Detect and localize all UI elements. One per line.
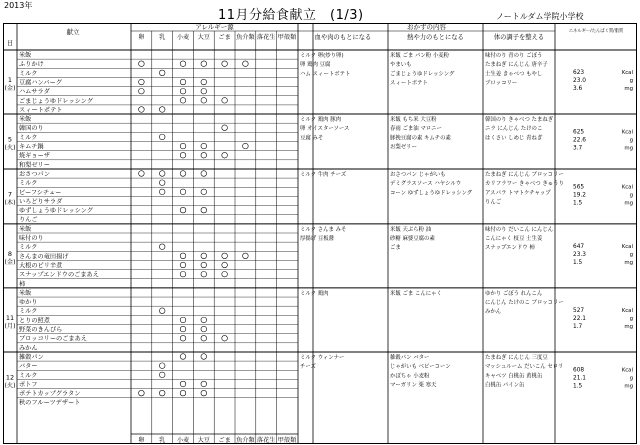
- nutrition-value: 3.6: [573, 86, 583, 93]
- yellow-ingredient: 砂糖 麻婆豆腐の素: [390, 236, 435, 242]
- green-ingredient: りんご: [485, 199, 502, 206]
- green-ingredient: はくさい しめじ 青ねぎ: [485, 135, 543, 142]
- green-ingredient: たまねぎ にんじん 唐辛子: [485, 62, 548, 69]
- nutrition-value: 623: [573, 70, 585, 77]
- day-date: 12: [5, 373, 15, 382]
- green-ingredient: ブロッコリー: [485, 80, 518, 87]
- yellow-ingredient: おさつパン じゃがいも: [390, 171, 446, 178]
- menu-item: おさつパン: [19, 170, 50, 178]
- allergen-mark: [139, 61, 145, 67]
- footer-allergen: 落花生: [256, 437, 276, 444]
- nutrition-value: 1.5: [573, 383, 583, 390]
- menu-item: バター: [19, 363, 38, 371]
- allergen-mark: [139, 390, 145, 396]
- allergen-mark: [159, 308, 165, 314]
- nutrition-unit: mg: [624, 383, 633, 390]
- allergen-mark: [180, 88, 186, 94]
- menu-item: ミルク: [19, 244, 38, 252]
- allergen-mark: [201, 390, 207, 396]
- allergen-mark: [222, 98, 228, 104]
- allergen-mark: [139, 79, 145, 85]
- green-ingredient: たまねぎ にんじん ブロッコリー: [485, 171, 564, 178]
- header-allergen: ごま: [218, 34, 231, 41]
- yellow-ingredient: 米飯 もち米 大豆粉: [390, 117, 437, 124]
- menu-item: キムチ鍋: [19, 143, 44, 151]
- allergen-mark: [201, 262, 207, 268]
- footer-allergen: ごま: [218, 437, 231, 444]
- header-allergen: 甲殻類: [277, 34, 297, 41]
- red-ingredient: 卵 鶏肉 豆腐: [300, 62, 331, 69]
- allergen-mark: [201, 61, 207, 67]
- menu-item: 豆腐ハンバーグ: [19, 79, 62, 87]
- menu-item: スナップエンドウのごまあえ: [19, 271, 99, 279]
- allergen-mark: [201, 207, 207, 213]
- menu-item: 米飯: [19, 225, 32, 233]
- allergen-mark: [139, 171, 145, 177]
- green-ingredient: 味付のり 青のり ごぼう: [485, 53, 543, 59]
- yellow-ingredient: デミグラスソース ハヤシルウ: [390, 181, 462, 188]
- header-allergen: 大豆: [197, 34, 210, 41]
- allergen-mark: [222, 253, 228, 259]
- green-ingredient: マッシュルーム だいこん セロリ: [485, 364, 564, 371]
- menu-item: ふりかけ: [19, 61, 44, 69]
- footer-allergen: 卵: [138, 437, 145, 444]
- yellow-ingredient: 豚挽豆腐の素 キムチの素: [390, 135, 451, 142]
- yellow-ingredient: 米飯 天ぷら粉 油: [390, 226, 432, 233]
- menu-item: 米飯: [19, 52, 32, 59]
- nutrition-value: 647: [573, 243, 585, 250]
- allergen-mark: [180, 61, 186, 67]
- nutrition-unit: g: [629, 78, 633, 85]
- allergen-mark: [159, 171, 165, 177]
- year-label: 2013年: [4, 1, 33, 10]
- header-yellow: 熱や力のもとになる: [407, 34, 464, 41]
- day-date: 8: [7, 249, 13, 258]
- nutrition-value: 1.5: [573, 200, 583, 207]
- menu-item: とりの照煮: [19, 317, 50, 325]
- allergen-mark: [180, 354, 186, 360]
- menu-item: 焼ギョーザ: [19, 152, 50, 160]
- allergen-mark: [159, 189, 165, 195]
- allergen-mark: [159, 363, 165, 369]
- menu-item: 大根のピリ辛煮: [19, 262, 63, 270]
- green-ingredient: にんじん たけのこ ブロッコリー: [485, 300, 564, 307]
- nutrition-unit: Kcal: [621, 70, 633, 77]
- menu-item: ごまじょうゆドレッシング: [19, 97, 93, 105]
- menu-item: みかん: [19, 344, 38, 352]
- allergen-mark: [180, 381, 186, 387]
- allergen-mark: [222, 271, 228, 277]
- nutrition-value: 3.7: [573, 145, 583, 152]
- nutrition-value: 19.2: [573, 192, 586, 199]
- red-ingredient: ミルク 鶏肉 豚肉: [300, 117, 342, 124]
- yellow-ingredient: じゃがいも べビーコーン: [390, 364, 451, 371]
- allergen-mark: [201, 79, 207, 85]
- footer-allergen: 大豆: [197, 437, 210, 444]
- footer-allergen: 魚介類: [236, 437, 255, 444]
- day-date: 7: [7, 190, 13, 199]
- allergen-mark: [243, 143, 249, 149]
- allergen-mark: [201, 143, 207, 149]
- nutrition-value: 22.6: [573, 137, 586, 144]
- green-ingredient: スナップエンドウ 柿: [485, 245, 535, 252]
- menu-item: 和梨ゼリー: [19, 161, 50, 169]
- header-allergen: 乳: [159, 34, 166, 41]
- header-allergy-group: アレルギー源: [195, 23, 234, 31]
- allergen-mark: [243, 61, 249, 67]
- nutrition-unit: g: [629, 315, 633, 322]
- allergen-mark: [180, 271, 186, 277]
- yellow-ingredient: マーガリン 栗 寒天: [390, 382, 437, 389]
- menu-item: りんご: [19, 216, 38, 224]
- yellow-ingredient: ごま: [390, 245, 401, 252]
- nutrition-unit: mg: [624, 200, 633, 207]
- yellow-ingredient: お梨ゼリー: [390, 144, 417, 151]
- menu-item: 米飯: [19, 116, 32, 124]
- yellow-ingredient: かぼちゃ 小麦粉: [390, 373, 430, 380]
- page-title: 11月分給食献立 (1/3): [218, 8, 364, 23]
- allergen-mark: [201, 326, 207, 332]
- green-ingredient: みかん: [485, 309, 502, 316]
- day-weekday: (月): [4, 322, 16, 330]
- allergen-mark: [201, 381, 207, 387]
- header-allergen: 卵: [138, 34, 145, 41]
- nutrition-value: 565: [573, 184, 585, 191]
- allergen-mark: [159, 134, 165, 140]
- green-ingredient: ゆかり ごぼう れんこん: [485, 290, 543, 297]
- menu-item: ハムサラダ: [19, 88, 50, 96]
- allergen-mark: [201, 152, 207, 158]
- menu-item: ミルク: [19, 308, 38, 316]
- nutrition-value: 608: [573, 367, 585, 374]
- allergen-mark: [139, 107, 145, 113]
- red-ingredient: ミルク 鶏肉: [300, 290, 329, 297]
- allergen-mark: [180, 171, 186, 177]
- allergen-mark: [222, 125, 228, 131]
- green-ingredient: 味付のり だいこん にんじん: [485, 226, 554, 233]
- menu-item: 味付のり: [19, 235, 44, 242]
- allergen-mark: [180, 262, 186, 268]
- menu-item: 韓国のり: [19, 125, 44, 133]
- nutrition-unit: Kcal: [621, 129, 633, 136]
- day-weekday: (火): [4, 382, 16, 390]
- allergen-mark: [180, 152, 186, 158]
- green-ingredient: 韓国のり きゃべつ たまねぎ: [485, 117, 554, 124]
- menu-item: 野菜のきんぴら: [19, 326, 63, 334]
- header-allergen: 小麦: [176, 34, 190, 41]
- allergen-mark: [222, 335, 228, 341]
- nutrition-unit: mg: [624, 145, 633, 152]
- allergen-mark: [201, 317, 207, 323]
- menu-item: ミルク: [19, 70, 38, 78]
- green-ingredient: カリフラワー きゃべつ きゅうり: [485, 181, 564, 188]
- yellow-ingredient: ごまじょうゆドレッシング: [390, 71, 455, 78]
- allergen-mark: [159, 107, 165, 113]
- menu-item: ビーフシチュー: [19, 189, 62, 197]
- day-weekday: (木): [4, 199, 16, 207]
- menu-table: [3, 23, 637, 444]
- nutrition-unit: g: [629, 251, 633, 258]
- footer-allergen: 小麦: [176, 437, 190, 444]
- red-ingredient: ミルク 牛肉 チーズ: [300, 171, 347, 178]
- yellow-ingredient: コーン ゆずしょうゆドレッシング: [390, 190, 473, 197]
- menu-item: 柿: [19, 280, 26, 288]
- menu-item: ミルク: [19, 372, 38, 380]
- allergen-mark: [222, 262, 228, 268]
- footer-allergen: 甲殻類: [277, 437, 297, 444]
- yellow-ingredient: 雑穀パン バター: [390, 354, 430, 361]
- red-ingredient: ミルク 卵(炒り卵): [300, 53, 344, 59]
- yellow-ingredient: 米飯 ごま こんにゃく: [390, 290, 442, 297]
- header-allergen: 落花生: [256, 34, 276, 41]
- menu-item: ゆずしょうゆドレッシング: [19, 207, 93, 215]
- nutrition-unit: g: [629, 137, 633, 144]
- menu-item: ゆかり: [19, 299, 38, 307]
- allergen-mark: [201, 98, 207, 104]
- nutrition-unit: g: [629, 192, 633, 199]
- nutrition-value: 625: [573, 129, 585, 136]
- allergen-mark: [180, 98, 186, 104]
- menu-item: ポトフ: [19, 381, 38, 389]
- allergen-mark: [180, 317, 186, 323]
- menu-item: いろどりサラダ: [19, 198, 63, 206]
- allergen-mark: [201, 253, 207, 259]
- nutrition-unit: g: [629, 375, 633, 382]
- allergen-mark: [222, 61, 228, 67]
- green-ingredient: 土生姜 きゃべつ もやし: [485, 71, 543, 78]
- allergen-mark: [180, 207, 186, 213]
- nutrition-unit: Kcal: [621, 307, 633, 314]
- header-day: 日: [6, 39, 14, 47]
- nutrition-unit: mg: [624, 323, 633, 330]
- nutrition-unit: mg: [624, 259, 633, 266]
- nutrition-value: 1.5: [573, 259, 583, 266]
- yellow-ingredient: やまいも: [390, 62, 412, 69]
- menu-item: さんまの竜田揚げ: [19, 253, 69, 261]
- day-weekday: (金): [4, 85, 16, 93]
- allergen-mark: [180, 79, 186, 85]
- allergen-mark: [180, 143, 186, 149]
- yellow-ingredient: スィートポテト: [390, 80, 428, 87]
- green-ingredient: たまねぎ にんじん 三度豆: [485, 354, 548, 361]
- allergen-mark: [180, 326, 186, 332]
- menu-item: 米飯: [19, 289, 32, 297]
- header-red: 血や肉のもとになる: [314, 34, 372, 41]
- menu-item: 秋のフルーツデザート: [19, 399, 81, 407]
- red-ingredient: 厚揚げ 豆板醤: [300, 236, 335, 242]
- red-ingredient: ミルク ウィンナー: [300, 354, 345, 361]
- footer-allergen: 乳: [159, 437, 166, 444]
- allergen-mark: [139, 88, 145, 94]
- allergen-mark: [201, 354, 207, 360]
- nutrition-unit: Kcal: [621, 184, 633, 191]
- day-date: 1: [7, 76, 13, 85]
- allergen-mark: [201, 271, 207, 277]
- day-date: 11: [5, 313, 15, 322]
- allergen-mark: [159, 244, 165, 250]
- green-ingredient: キャベツ 白桃缶 黄桃缶: [485, 373, 543, 380]
- allergen-mark: [222, 152, 228, 158]
- allergen-mark: [159, 372, 165, 378]
- nutrition-value: 23.0: [573, 78, 586, 85]
- red-ingredient: チーズ: [300, 364, 316, 371]
- allergen-mark: [180, 189, 186, 195]
- nutrition-unit: mg: [624, 86, 633, 93]
- day-date: 5: [7, 135, 13, 144]
- header-nutrition: エネルギー/たんぱく質/脂質: [568, 29, 624, 34]
- red-ingredient: 豆腐 みそ: [300, 135, 324, 142]
- yellow-ingredient: 米飯 ごま パン粉 小麦粉: [390, 53, 450, 59]
- day-weekday: (金): [4, 258, 16, 266]
- menu-item: ブロッコリーのごまあえ: [19, 335, 87, 343]
- red-ingredient: ハム スィートポテト: [300, 71, 351, 78]
- red-ingredient: ミルク さんま みそ: [300, 226, 347, 233]
- nutrition-unit: Kcal: [621, 367, 633, 374]
- nutrition-value: 527: [573, 307, 585, 314]
- nutrition-value: 22.1: [573, 315, 586, 322]
- allergen-mark: [201, 88, 207, 94]
- allergen-mark: [159, 70, 165, 76]
- header-allergen: 魚介類: [236, 34, 255, 41]
- school-name: ノートルダム学院小学校: [496, 12, 584, 21]
- allergen-mark: [180, 253, 186, 259]
- green-ingredient: アスパラ トマトケチャップ: [485, 190, 551, 197]
- allergen-mark: [201, 335, 207, 341]
- green-ingredient: ニラ にんじん たけのこ: [485, 126, 543, 133]
- menu-item: スィートポテト: [19, 106, 63, 114]
- allergen-mark: [180, 335, 186, 341]
- allergen-mark: [201, 171, 207, 177]
- menu-item: ミルク: [19, 134, 38, 142]
- day-weekday: (火): [4, 144, 16, 152]
- green-ingredient: こんにゃく 枝豆 土生姜: [485, 236, 543, 242]
- nutrition-value: 1.7: [573, 323, 583, 330]
- allergen-mark: [201, 189, 207, 195]
- header-green: 体の調子を整える: [493, 34, 545, 41]
- allergen-mark: [159, 390, 165, 396]
- allergen-mark: [180, 390, 186, 396]
- red-ingredient: 卵 オイスターソース: [300, 126, 350, 133]
- yellow-ingredient: 春雨 ごま油 マロニー: [390, 126, 442, 133]
- menu-item: ミルク: [19, 180, 38, 188]
- nutrition-value: 23.3: [573, 251, 586, 258]
- allergen-mark: [159, 180, 165, 186]
- nutrition-unit: Kcal: [621, 243, 633, 250]
- header-ingredient-group: おかずの内容: [407, 23, 446, 31]
- menu-item: ポテトカップグラタン: [19, 390, 81, 398]
- header-menu: 献立: [66, 28, 80, 36]
- allergen-mark: [243, 253, 249, 259]
- menu-item: 雑穀パン: [19, 353, 44, 361]
- green-ingredient: 白桃缶 パイン缶: [485, 382, 525, 389]
- nutrition-value: 21.1: [573, 375, 586, 382]
